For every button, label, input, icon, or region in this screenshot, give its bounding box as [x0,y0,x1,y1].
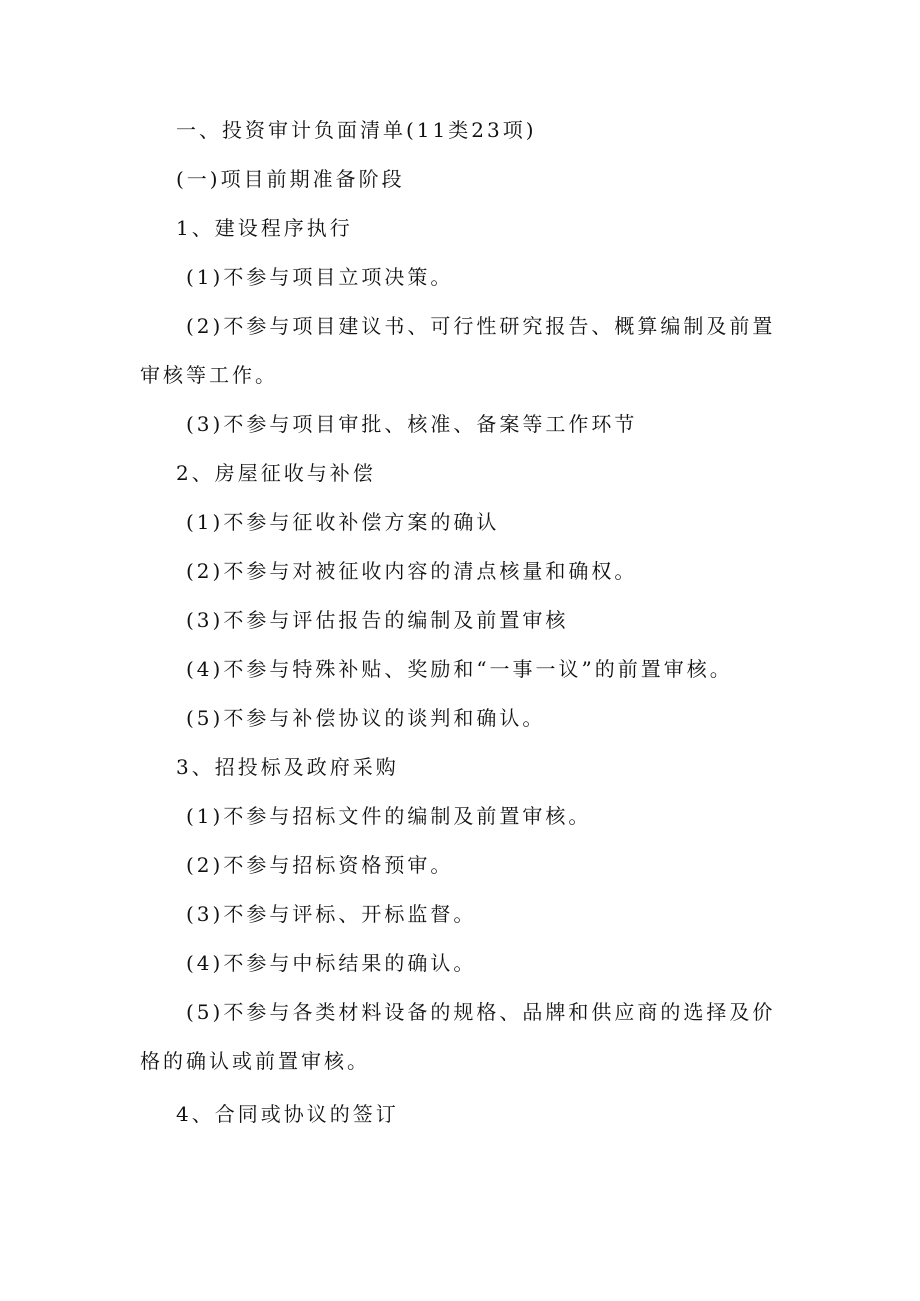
section-title: 3、招投标及政府采购 [176,755,399,779]
list-item: (3)不参与项目审批、核准、备案等工作环节 [186,412,638,436]
list-item: (1)不参与项目立项决策。 [186,265,454,289]
list-item: (1)不参与招标文件的编制及前置审核。 [186,804,592,828]
document-body [140,106,780,1139]
list-item: (2)不参与对被征收内容的清点核量和确权。 [186,559,638,583]
section-title: 4、合同或协议的签订 [176,1102,399,1126]
list-item: (2)不参与招标资格预审。 [186,853,454,877]
document-heading: 一、投资审计负面清单(11类23项) [176,118,537,142]
phase-heading: (一)项目前期准备阶段 [176,167,405,191]
list-item: (5)不参与各类材料设备的规格、品牌和供应商的选择及价格的确认或前置审核。 [140,1000,776,1073]
list-item: (1)不参与征收补偿方案的确认 [186,510,500,534]
section-title: 1、建设程序执行 [176,216,353,240]
list-item: (2)不参与项目建议书、可行性研究报告、概算编制及前置审核等工作。 [140,314,776,387]
list-item: (4)不参与特殊补贴、奖励和“一事一议”的前置审核。 [186,657,733,681]
section-title: 2、房屋征收与补偿 [176,461,376,485]
list-item: (3)不参与评估报告的编制及前置审核 [186,608,569,632]
list-item: (4)不参与中标结果的确认。 [186,951,477,975]
list-item: (3)不参与评标、开标监督。 [186,902,477,926]
list-item: (5)不参与补偿协议的谈判和确认。 [186,706,546,730]
